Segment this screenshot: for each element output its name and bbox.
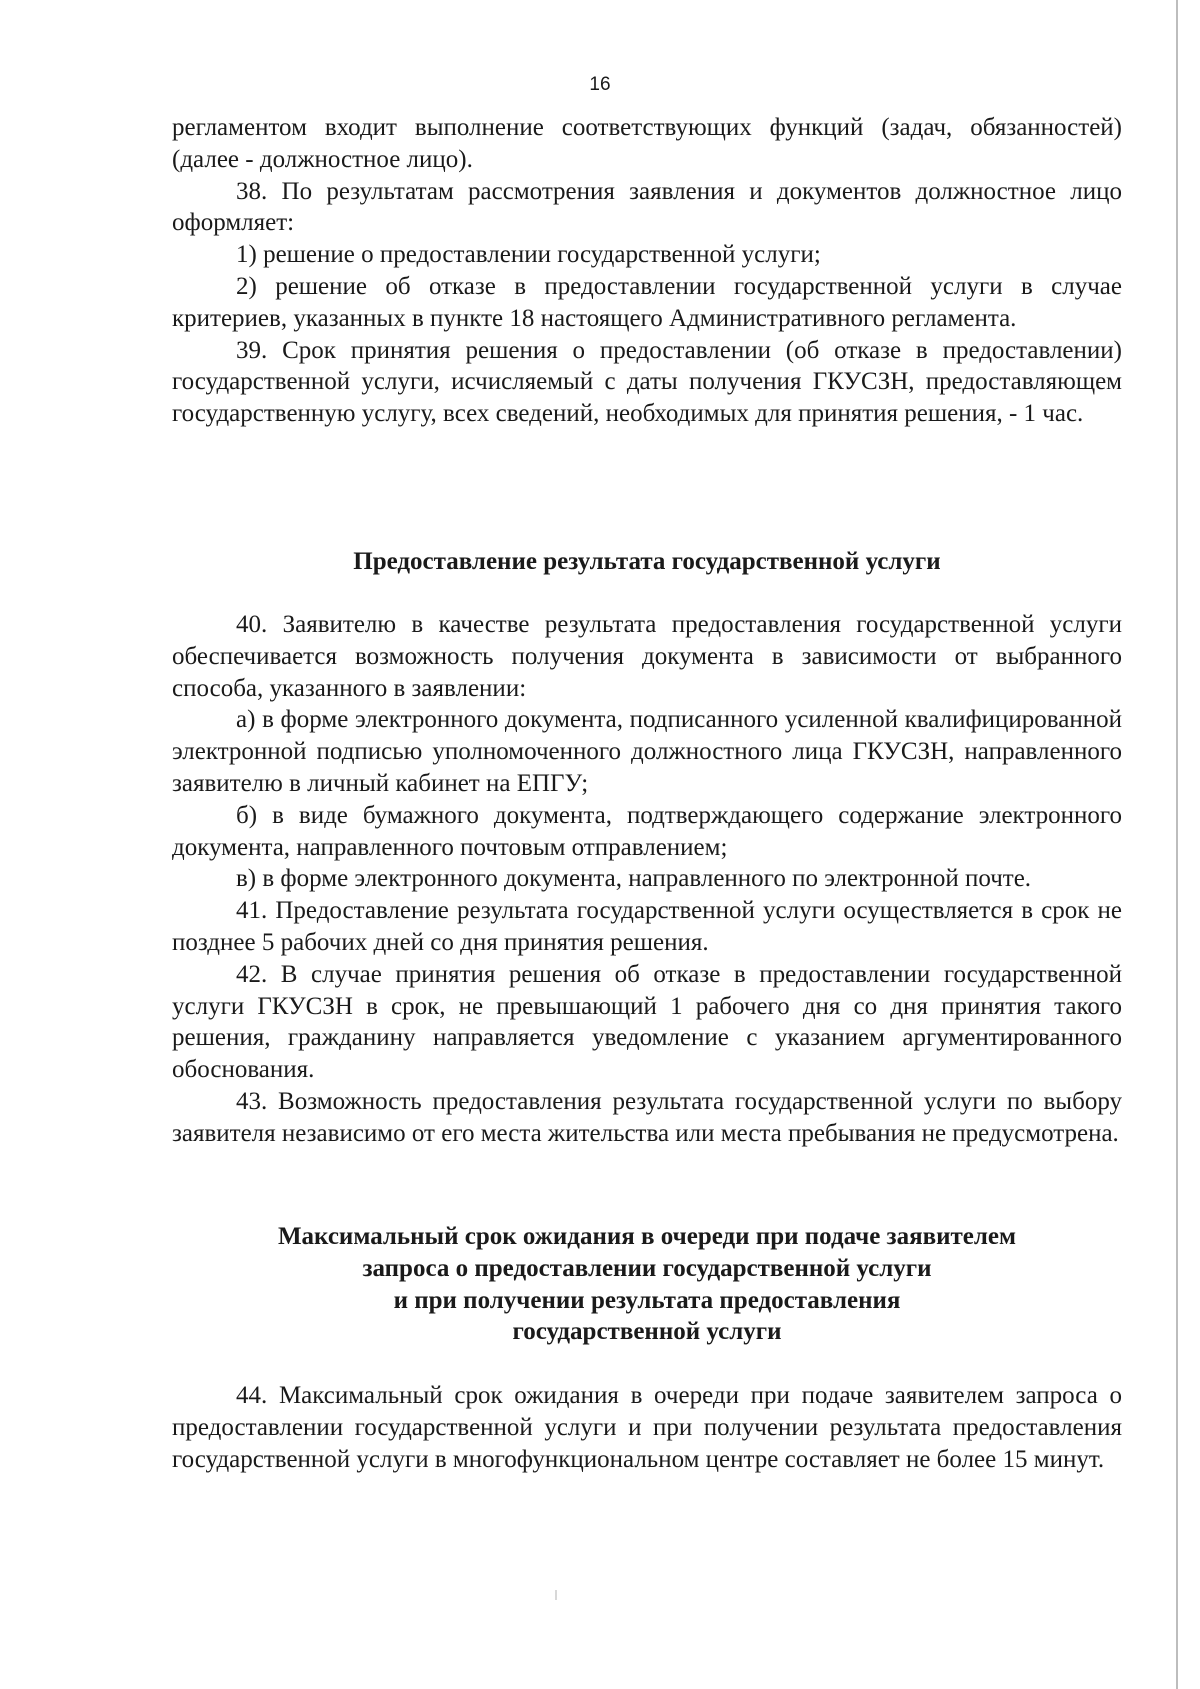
paragraph-41: 41. Предоставление результата государственной услуги осуществляется в срок не позднее 5 рабочих дней со дня принятия решения. xyxy=(172,897,1122,956)
paragraph-39: 39. Срок принятия решения о предоставлении (об отказе в предоставлении) государственной услуги, исчисляемый с даты получения ГКУСЗН, предоставляющем государственную услугу, всех сведений, необходимых для принятия решения, - 1 час. xyxy=(172,336,1122,428)
paragraph-38: 38. По результатам рассмотрения заявления и документов должностное лицо оформляет: xyxy=(172,177,1122,237)
heading-result-provision: Предоставление результата государственной услуги xyxy=(353,548,941,575)
heading-queue-line-2: запроса о предоставлении государственной услуги xyxy=(362,1254,932,1282)
paragraph-continuation: регламентом входит выполнение соответствующих функций (задач, обязанностей) (далее - должностное лицо). xyxy=(172,114,1122,173)
paragraph-42: 42. В случае принятия решения об отказе в предоставлении государственной услуги ГКУСЗН в срок, не превышающий 1 рабочего дня со дня принятия такого решения, гражданину направляется уведомление с указанием аргументированного обоснования. xyxy=(172,960,1122,1084)
paragraph-43: 43. Возможность предоставления результата государственной услуги по выбору заявителя независимо от его места жительства или места пребывания не предусмотрена. xyxy=(172,1087,1122,1147)
paragraph-44: 44. Максимальный срок ожидания в очереди при подаче заявителем запроса о предоставлении государственной услуги и при получении результата предоставления государственной услуги в многофункциональном центре составляет не более 15 минут. xyxy=(172,1382,1122,1473)
paragraph-40-item-a: а) в форме электронного документа, подписанного усиленной квалифицированной электронной подписью уполномоченного должностного лица ГКУСЗН, направленного заявителю в личный кабинет на ЕПГУ; xyxy=(172,706,1122,797)
text-block-bottom xyxy=(172,1380,1122,1475)
paragraph-40-item-v: в) в форме электронного документа, направленного по электронной почте. xyxy=(236,865,1032,893)
heading-queue-line-4: государственной услуги xyxy=(512,1318,782,1346)
paragraph-40-item-b: б) в виде бумажного документа, подтверждающего содержание электронного документа, направленного почтовым отправлением; xyxy=(172,801,1122,861)
paragraph-40: 40. Заявителю в качестве результата предоставления государственной услуги обеспечивается возможность получения документа в зависимости от выбранного способа, указанного в заявлении: xyxy=(172,611,1122,702)
text-block-top xyxy=(172,112,1122,430)
heading-queue-line-1: Максимальный срок ожидания в очереди при подаче заявителем xyxy=(277,1223,1017,1250)
section-heading-queue xyxy=(172,1221,1122,1348)
text-block-middle xyxy=(172,609,1122,1150)
page-number: 16 xyxy=(589,74,611,95)
paragraph-38-item-1: 1) решение о предоставлении государственной услуги; xyxy=(236,241,821,269)
section-heading-result xyxy=(172,546,1122,578)
heading-queue-time xyxy=(172,1221,1122,1348)
scan-edge-line xyxy=(1176,0,1178,1689)
heading-queue-line-3: и при получении результата предоставления xyxy=(393,1286,901,1314)
scan-speck xyxy=(555,1590,557,1600)
paragraph-38-item-2: 2) решение об отказе в предоставлении государственной услуги в случае критериев, указанных в пункте 18 настоящего Административного регламента. xyxy=(172,272,1122,332)
